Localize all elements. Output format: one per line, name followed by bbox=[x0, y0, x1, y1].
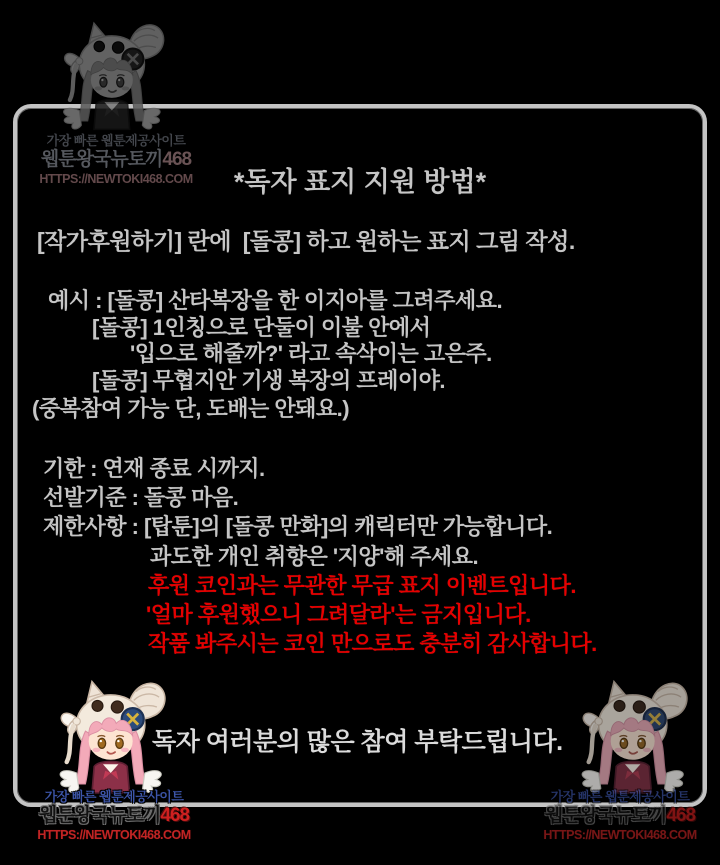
notice-title: *독자 표지 지원 방법* bbox=[233, 167, 487, 197]
watermark-url: HTTPS://NEWTOKI468.COM bbox=[39, 172, 193, 186]
example-line: '입으로 해줄까?' 라고 속삭이는 고은주. bbox=[130, 341, 492, 366]
newtoki-mascot-bottom-right-icon bbox=[570, 674, 702, 806]
watermark-bottom-right bbox=[532, 790, 708, 842]
rule-line: 기한 : 연재 종료 시까지. bbox=[43, 456, 265, 481]
warning-line: '얼마 후원했으니 그려달라'는 금지입니다. bbox=[146, 602, 531, 627]
bunny-hood-girl-mascot-icon bbox=[48, 674, 180, 806]
newtoki-mascot-bottom-left-icon bbox=[48, 674, 180, 806]
watermark-tagline: 가장 빠른 웹툰제공사이트 bbox=[44, 789, 184, 804]
rule-line: 선발기준 : 돌콩 마음. bbox=[43, 485, 239, 510]
warning-line: 작품 봐주시는 코인 만으로도 충분히 감사합니다. bbox=[148, 631, 597, 656]
example-note: (중복참여 가능 단, 도배는 안돼요.) bbox=[32, 396, 350, 421]
newtoki-mascot-top-left-icon bbox=[52, 16, 178, 142]
watermark-tagline: 가장 빠른 웹툰제공사이트 bbox=[550, 789, 690, 804]
rule-line: 제한사항 : [탑툰]의 [돌콩 만화]의 캐릭터만 가능합니다. bbox=[43, 514, 553, 539]
watermark-top-left bbox=[28, 134, 204, 186]
watermark-tagline: 가장 빠른 웹툰제공사이트 bbox=[46, 133, 186, 148]
bunny-hood-girl-mascot-icon bbox=[52, 16, 178, 142]
rule-line: 과도한 개인 취향은 '지양'해 주세요. bbox=[150, 544, 479, 569]
example-line: [돌콩] 무협지안 기생 복장의 프레이야. bbox=[92, 368, 445, 393]
warning-line: 후원 코인과는 무관한 무급 표지 이벤트입니다. bbox=[148, 573, 576, 598]
watermark-sitename: 웹툰왕국뉴토끼468 bbox=[38, 805, 190, 826]
watermark-url: HTTPS://NEWTOKI468.COM bbox=[37, 828, 191, 842]
example-line: 예시 : [돌콩] 산타복장을 한 이지아를 그려주세요. bbox=[48, 288, 503, 313]
bunny-hood-girl-mascot-icon bbox=[570, 674, 702, 806]
watermark-sitename: 웹툰왕국뉴토끼468 bbox=[544, 805, 696, 826]
closing-line: 독자 여러분의 많은 참여 부탁드립니다. bbox=[152, 728, 563, 756]
watermark-url: HTTPS://NEWTOKI468.COM bbox=[543, 828, 697, 842]
notice-intro: [작가후원하기] 란에 [돌콩] 하고 원하는 표지 그림 작성. bbox=[37, 228, 575, 254]
watermark-bottom-left bbox=[26, 790, 202, 842]
example-line: [돌콩] 1인칭으로 단둘이 이불 안에서 bbox=[92, 315, 431, 340]
watermark-sitename: 웹툰왕국뉴토끼468 bbox=[40, 149, 192, 170]
